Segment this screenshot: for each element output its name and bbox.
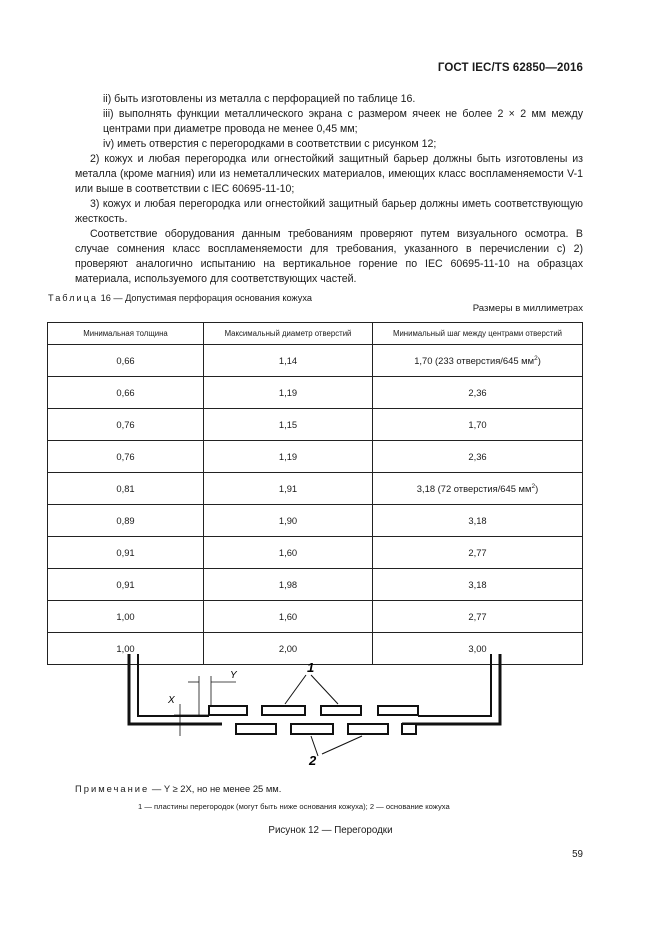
cell-thickness: 0,91 — [48, 569, 204, 601]
cell-diameter: 1,60 — [204, 601, 373, 633]
partition-plate — [209, 706, 247, 715]
cell-thickness: 1,00 — [48, 601, 204, 633]
enclosure-inner-right — [418, 654, 491, 716]
figure-legend: 1 — пластины перегородок (могут быть ниже основания кожуха); 2 — основание кожуха — [138, 802, 450, 811]
cell-thickness: 0,76 — [48, 441, 204, 473]
header-min-thickness: Минимальная толщина — [48, 323, 204, 345]
partition-plate — [321, 706, 361, 715]
cell-pitch-text: 3,18 (72 отверстия/645 мм — [416, 483, 532, 495]
paragraph-2: 2) кожух и любая перегородка или огнестойкий защитный барьер должны быть изготовлены из металла (кроме магния) или из неметаллических материалов, имеющих класс воспламеняемости V-1 или выше в соответствии с IEC 60695-11-10; — [75, 153, 583, 195]
paragraph-ii: ii) быть изготовлены из металла с перфорацией по таблице 16. — [103, 93, 416, 105]
page-number: 59 — [572, 849, 583, 860]
superscript: 2 — [531, 482, 536, 490]
cell-thickness: 0,89 — [48, 505, 204, 537]
base-plate — [291, 724, 333, 734]
header-max-diameter: Максимальный диаметр отверстий — [204, 323, 373, 345]
cell-pitch: 3,18 — [373, 569, 583, 601]
cell-thickness: 0,66 — [48, 345, 204, 377]
table-caption-prefix: Таблица — [48, 293, 99, 303]
paragraph-iv: iv) иметь отверстия с перегородками в соответствии с рисунком 12; — [103, 138, 437, 150]
cell-diameter: 1,15 — [204, 409, 373, 441]
label-x: X — [168, 695, 175, 706]
header-min-pitch: Минимальный шаг между центрами отверстий — [373, 323, 583, 345]
base-plate-edge — [402, 724, 416, 734]
cell-thickness: 0,91 — [48, 537, 204, 569]
cell-diameter: 1,19 — [204, 377, 373, 409]
cell-pitch: 2,36 — [373, 377, 583, 409]
figure-caption: Рисунок 12 — Перегородки — [268, 825, 393, 836]
cell-pitch: 2,36 — [373, 441, 583, 473]
base-plate — [236, 724, 276, 734]
leader-line — [285, 675, 306, 704]
cell-thickness: 0,66 — [48, 377, 204, 409]
cell-pitch: 1,70 — [373, 409, 583, 441]
label-y: Y — [230, 670, 237, 681]
document-header: ГОСТ IEC/TS 62850—2016 — [437, 62, 583, 74]
cell-diameter: 1,98 — [204, 569, 373, 601]
cell-diameter: 1,90 — [204, 505, 373, 537]
cell-diameter: 1,60 — [204, 537, 373, 569]
base-plate — [348, 724, 388, 734]
cell-pitch: 3,00 — [373, 633, 583, 665]
leader-line — [322, 736, 362, 754]
figure-note — [75, 783, 281, 794]
cell-diameter: 1,19 — [204, 441, 373, 473]
paragraph-iii: iii) выполнять функции металлического экрана с размером ячеек не более 2 × 2 мм между центрами при диаметре провода не менее 0,45 мм; — [103, 108, 583, 135]
cell-diameter: 2,00 — [204, 633, 373, 665]
table-units: Размеры в миллиметрах — [472, 303, 583, 314]
note-prefix: Примечание — [75, 783, 150, 794]
cell-diameter: 1,91 — [204, 473, 373, 505]
partition-plate — [378, 706, 418, 715]
cell-thickness: 0,76 — [48, 409, 204, 441]
paragraph-3: 3) кожух и любая перегородка или огнестойкий защитный барьер должны иметь соответствующую жесткость. — [75, 198, 583, 225]
paragraph-compliance: Соответствие оборудования данным требованиям проверяют путем визуального осмотра. В случае сомнения класс воспламеняемости для требования, указанного в перечислении c) 2) проверяют аналогично испытанию на вертикальное горение по IEC 60695-11-10 на образцах материала, используемого для соответствующих частей. — [75, 228, 583, 285]
enclosure-inner-left — [138, 654, 209, 716]
label-2: 2 — [309, 753, 317, 768]
label-1: 1 — [307, 660, 315, 675]
cell-thickness: 0,81 — [48, 473, 204, 505]
cell-pitch: 2,77 — [373, 537, 583, 569]
table-caption-text: 16 — Допустимая перфорация основания кожуха — [100, 293, 312, 303]
leader-line — [311, 675, 338, 704]
cell-thickness: 1,00 — [48, 633, 204, 665]
partition-plate — [262, 706, 305, 715]
note-text: — Y ≥ 2X, но не менее 25 мм. — [151, 783, 282, 794]
cell-pitch-text: 1,70 (233 отверстия/645 мм — [414, 355, 535, 367]
cell-pitch-close: ) — [535, 483, 539, 495]
superscript: 2 — [534, 354, 538, 362]
cell-diameter: 1,14 — [204, 345, 373, 377]
cell-pitch: 3,18 — [373, 505, 583, 537]
cell-pitch-close: ) — [537, 355, 541, 367]
cell-pitch: 2,77 — [373, 601, 583, 633]
